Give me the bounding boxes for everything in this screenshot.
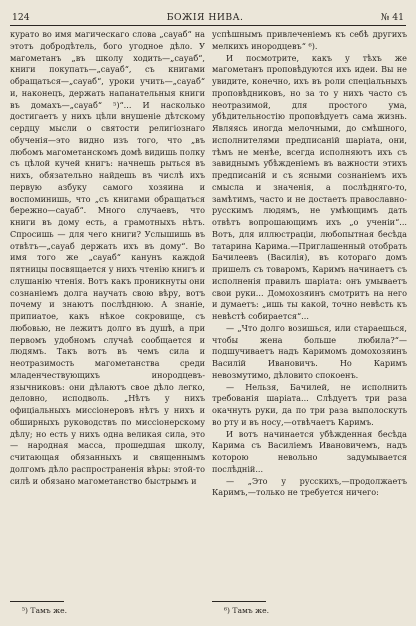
left-column <box>10 29 205 487</box>
paragraph: успѣшнымъ привлеченіемъ къ себѣ другихъ мелкихъ инородцевъ“ ⁶). <box>212 29 407 51</box>
page-number: 124 <box>12 11 30 23</box>
footnote-left: ⁵) Тамъ же. <box>22 606 68 615</box>
paragraph: И вотъ начинается убѣжденная бесѣда Карима съ Василіемъ Ивановичемъ, надъ которою невольно задумывается послѣдній... <box>212 428 407 474</box>
journal-title: БОЖІЯ НИВА. <box>166 11 244 23</box>
header-rule <box>10 25 406 26</box>
paragraph: — Нельзя, Бачилей, не исполнить требованія шаріата... Слѣдуетъ три раза окачнуть руки, да по три раза выполоскуть во рту и въ носу,—отвѣчаетъ Каримъ. <box>212 381 407 427</box>
paragraph: — „Это у русскихъ,—продолжаетъ Каримъ,—только не требуется ничего: <box>212 475 407 498</box>
footnote-right: ⁶) Тамъ же. <box>224 606 270 615</box>
paragraph: — „Что долго возишься, или стараешься, чтобы жена больше любила?“—подшучиваетъ надъ Каримомъ домохозяинъ Василій Ивановичъ. Но Каримъ невозмутимо, дѣловито спокоенъ. <box>212 322 407 380</box>
issue-number: № 41 <box>380 11 404 23</box>
right-column <box>212 29 407 499</box>
footnote-rule-right <box>212 601 266 602</box>
running-header <box>12 10 404 24</box>
paragraph: И посмотрите, какъ у тѣхъ же магометанъ проповѣдуются ихъ идеи. Вы не увидите, конечно, ихъ въ роли спеціальныхъ проповѣдниковъ, но за то у нихъ часто съ неотразимой, для простого ума, убѣдительностію проповѣдуетъ сама жизнь. Являясь иногда мелочными, до смѣшного, исполнителями предписаній шаріата, они, тѣмъ не менѣе, всегда исполняютъ ихъ съ завиднымъ убѣжденіемъ въ важности этихъ предписаній и съ ясными сознаніемъ ихъ смысла и значенія, а послѣдняго-то, замѣтимъ, часто и не достаетъ православно-русскимъ людямъ, не умѣющимъ дать отвѣтъ вопрошающимъ ихъ „о ученіи“... Вотъ, для иллюстраціи, любопытная бесѣда татарина Карима.—Приглашенный отобрать Бачилеевъ (Василія), въ котораго домъ пришелъ съ товаромъ, Каримъ начинаетъ съ исполненія правилъ шаріата: онъ умываетъ свои руки... Домохозяинъ смотритъ на него и думаетъ: „ишь ты какой, точно невѣсть къ невѣстѣ собирается“... <box>212 52 407 321</box>
footnote-rule-left <box>10 601 64 602</box>
paragraph: курато во имя магическаго слова „сауаб“ на этотъ добродѣтель, бого угодное дѣло. У магометанъ „въ школу ходить—„сауаб“, книги покупать—„сауаб“, съ книгами обращаться—„сауаб“, уроки учить—„сауаб“ и, наконецъ, держать напанательныя книги въ домахъ—„сауаб“ ⁵)“... И насколько достигаетъ у нихъ цѣли внушеніе дѣтскому сердцу мысли о святости религіознаго обученія—это видно изъ того, что „въ любомъ магометанскомъ домѣ видишь полку съ цѣлой кучей книгъ: начнешь рыться въ нихъ, обязательно найдешь въ числѣ ихъ первую азбуку самого хозяина и воспоминишь, что „съ книгами обращаться бережно—сауаб“. Много случаевъ, что книги въ дому есть, а грамотныхъ нѣтъ. Спросишь — для чего книги? Услышишь въ отвѣтъ—„сауаб держать ихъ въ дому“. Во имя того же „сауаб“ канунъ каждой пятницы посвящается у нихъ чтенію книгъ и слушанію чтенія. Вотъ какъ проникнуты они сознаніемъ долга научать свою вѣру, вотъ почему и знаютъ послѣднюю. А знаніе, припиатое, какъ нѣкое сокровище, съ любовью, не лежитъ долго въ душѣ, а при первомъ удобномъ случаѣ сообщается и людямъ. Такъ вотъ въ чемъ сила и неотразимость магометанства среди младенчествующихъ инородцевъ-язычниковъ: они дѣлаютъ свое дѣло легко, деловно, исподволь. „Нѣтъ у нихъ офиціальныхъ миссіонеровъ нѣтъ у нихъ и обширныхъ руководствъ по миссіонерскому дѣлу; но есть у нихъ одна великая сила, это — народная масса, прошедшая школу, считающая обязанныхъ и священнымъ долгомъ дѣло распространенія вѣры: этой-то силѣ и обязано магометанство быстрымъ и <box>10 29 205 486</box>
